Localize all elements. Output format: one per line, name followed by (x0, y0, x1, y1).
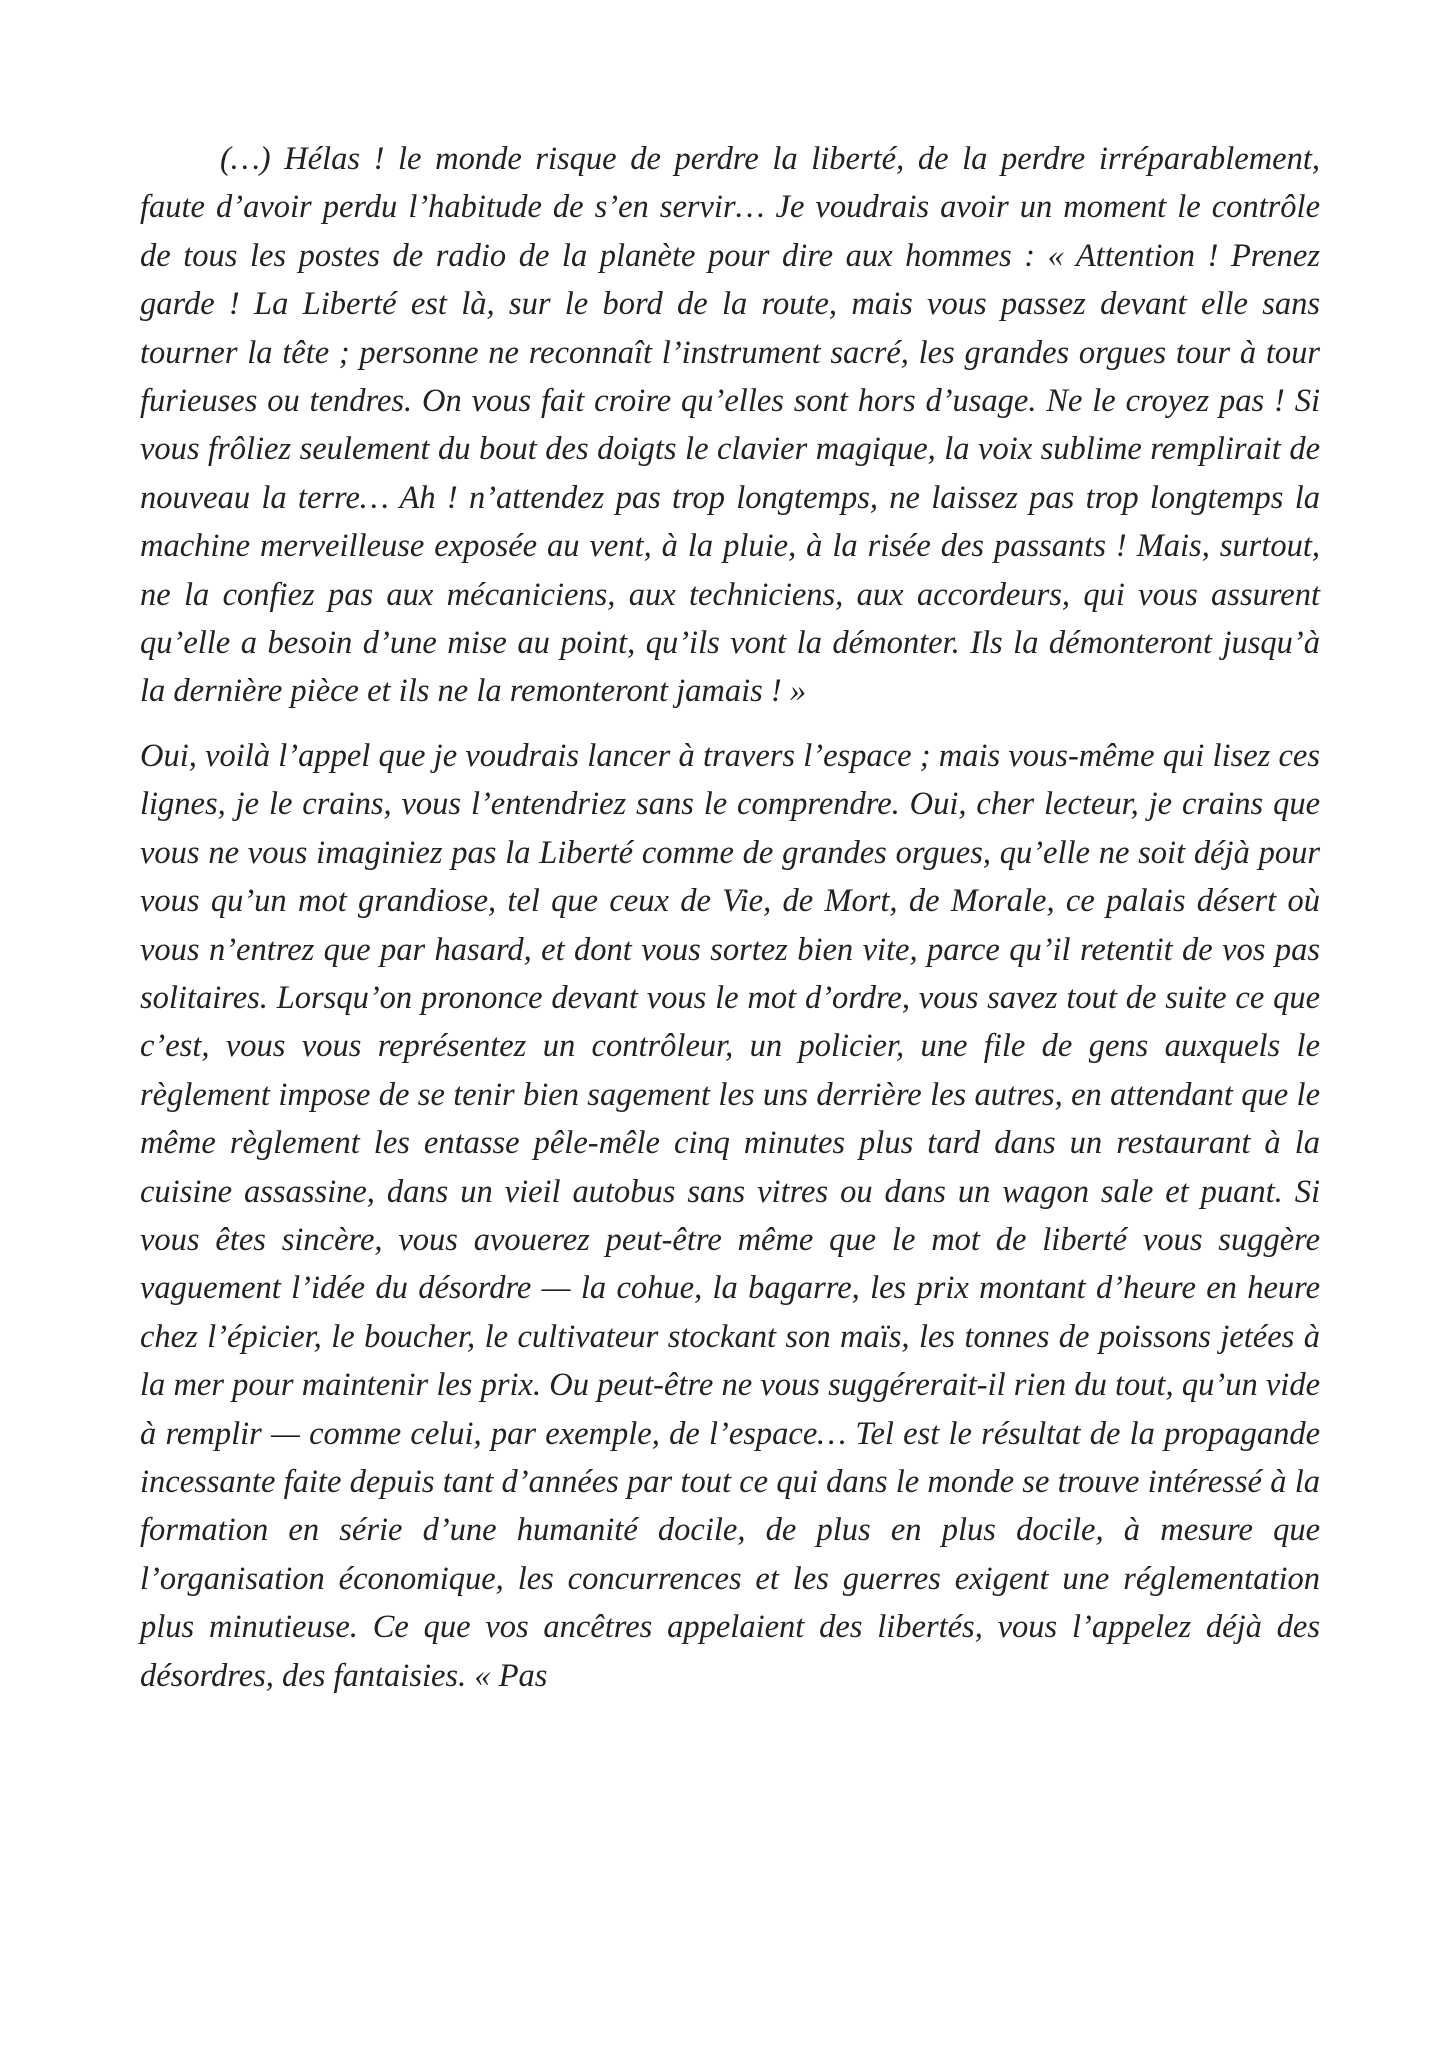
document-page (140, 135, 1320, 1700)
paragraph-reader: Oui, voilà l’appel que je voudrais lancer à travers l’espace ; mais vous-même qui lisez ces lignes, je le crains, vous l’entendriez sans le comprendre. Oui, cher lecteur, je crains que vous ne vous imaginiez pas la Liberté comme de grandes orgues, qu’elle ne soit déjà pour vous qu’un mot grandiose, tel que ceux de Vie, de Mort, de Morale, ce palais désert où vous n’entrez que par hasard, et dont vous sortez bien vite, parce qu’il retentit de vos pas solitaires. Lorsqu’on prononce devant vous le mot d’ordre, vous savez tout de suite ce que c’est, vous vous représentez un contrôleur, un policier, une file de gens auxquels le règlement impose de se tenir bien sagement les uns derrière les autres, en attendant que le même règlement les entasse pêle-mêle cinq minutes plus tard dans un restaurant à la cuisine assassine, dans un vieil autobus sans vitres ou dans un wagon sale et puant. Si vous êtes sincère, vous avouerez peut-être même que le mot de liberté vous suggère vaguement l’idée du désordre — la cohue, la bagarre, les prix montant d’heure en heure chez l’épicier, le boucher, le cultivateur stockant son maïs, les tonnes de poissons jetées à la mer pour maintenir les prix. Ou peut-être ne vous suggérerait-il rien du tout, qu’un vide à remplir — comme celui, par exemple, de l’espace… Tel est le résultat de la propagande incessante faite depuis tant d’années par tout ce qui dans le monde se trouve intéressé à la formation en série d’une humanité docile, de plus en plus docile, à mesure que l’organisation économique, les concurrences et les guerres exigent une réglementation plus minutieuse. Ce que vos ancêtres appelaient des libertés, vous l’appelez déjà des désordres, des fantaisies. « Pas (140, 737, 1320, 1694)
paragraph-appeal: (…) Hélas ! le monde risque de perdre la liberté, de la perdre irréparablement, faute d’avoir perdu l’habitude de s’en servir… Je voudrais avoir un moment le contrôle de tous les postes de radio de la planète pour dire aux hommes : « Attention ! Prenez garde ! La Liberté est là, sur le bord de la route, mais vous passez devant elle sans tourner la tête ; personne ne reconnaît l’instrument sacré, les grandes orgues tour à tour furieuses ou tendres. On vous fait croire qu’elles sont hors d’usage. Ne le croyez pas ! Si vous frôliez seulement du bout des doigts le clavier magique, la voix sublime remplirait de nouveau la terre… Ah ! n’attendez pas trop longtemps, ne laissez pas trop longtemps la machine merveilleuse exposée au vent, à la pluie, à la risée des passants ! Mais, surtout, ne la confiez pas aux mécaniciens, aux techniciens, aux accordeurs, qui vous assurent qu’elle a besoin d’une mise au point, qu’ils vont la démonter. Ils la démonteront jusqu’à la dernière pièce et ils ne la remonteront jamais ! » (140, 141, 1320, 710)
